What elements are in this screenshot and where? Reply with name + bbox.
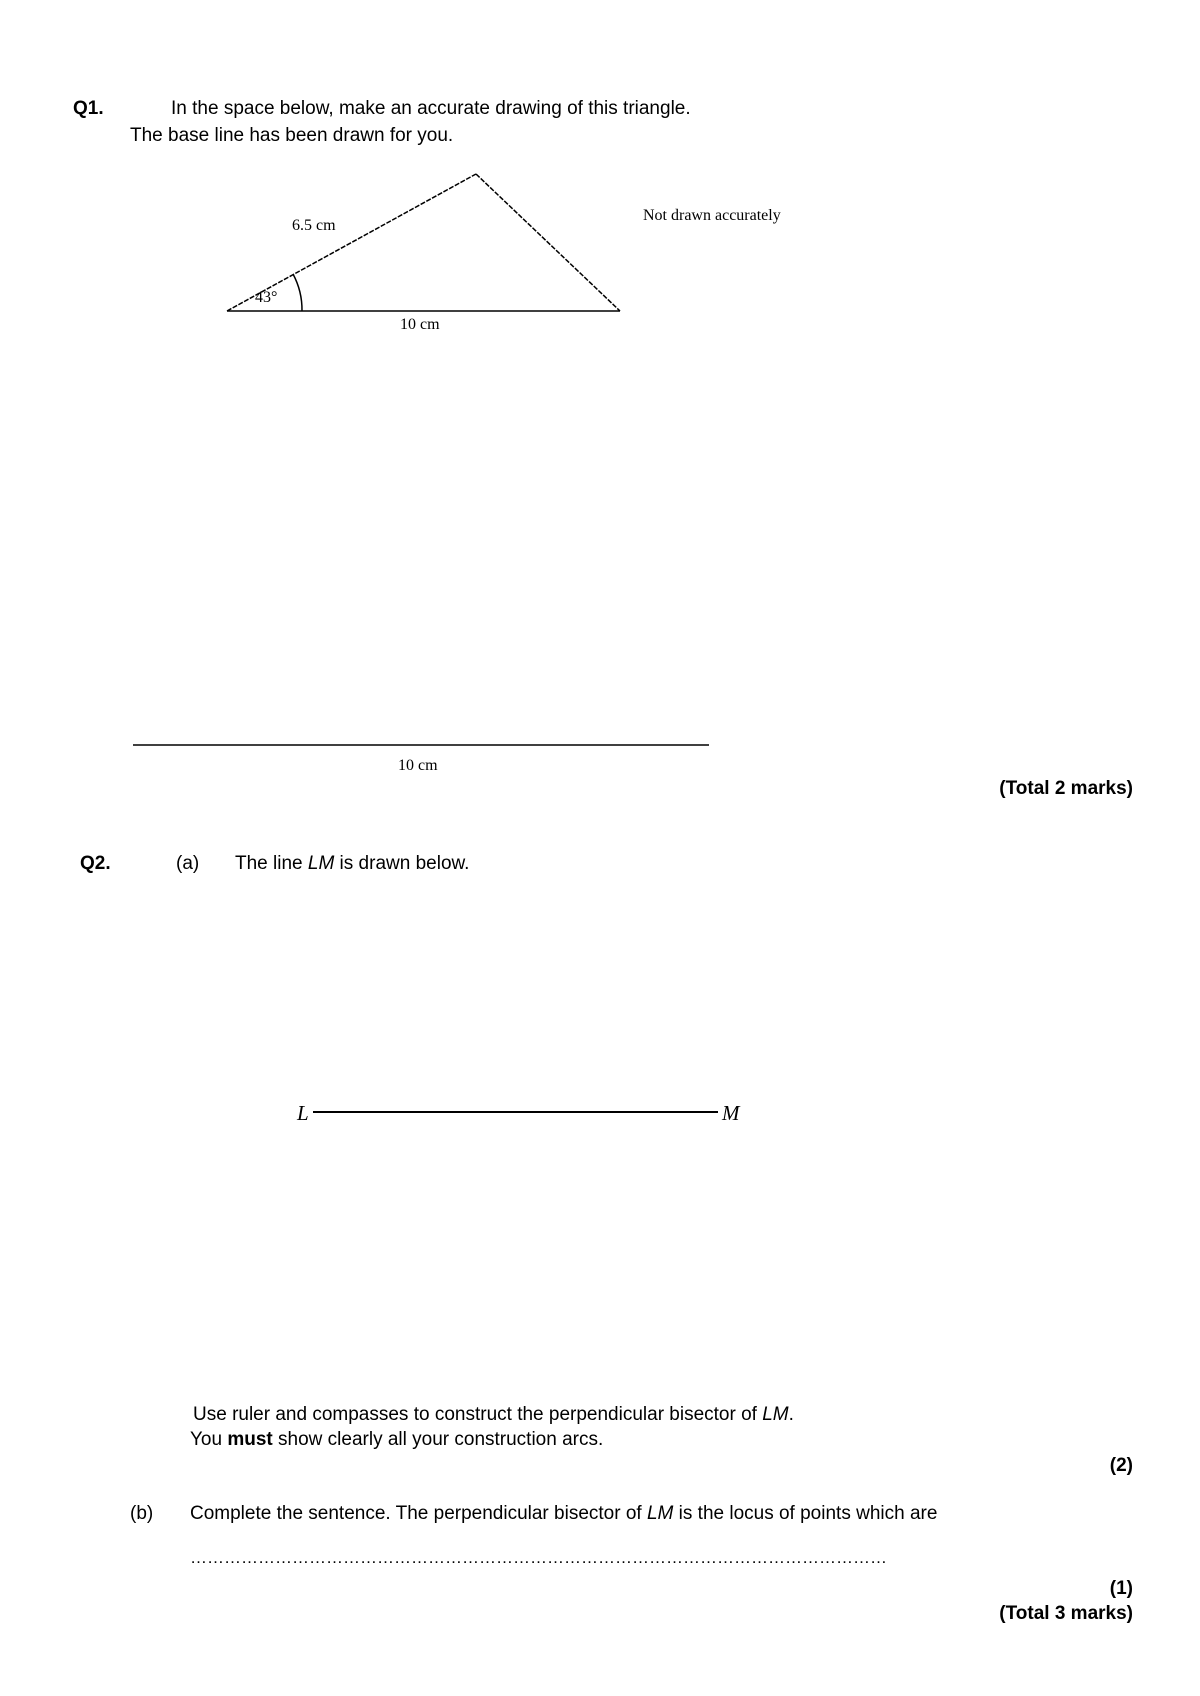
angle-arc <box>293 274 302 311</box>
triangle-diagram <box>0 0 1200 400</box>
triangle-side-right <box>476 174 620 311</box>
q2-part-a-instruction2: You must show clearly all your construction arcs. <box>190 1429 604 1450</box>
not-drawn-accurately-note: Not drawn accurately <box>643 207 781 224</box>
baseline-svg <box>0 740 1200 750</box>
q1-instruction-line2: The base line has been drawn for you. <box>130 125 454 146</box>
q2-total-marks: (Total 3 marks) <box>999 1603 1133 1624</box>
lm-line-svg <box>0 1107 1200 1117</box>
q2-part-b-answer-line[interactable]: …………………………………………………………………………………………………………… <box>190 1548 887 1567</box>
q1-total-marks: (Total 2 marks) <box>999 778 1133 799</box>
q2-part-a-text: The line LM is drawn below. <box>235 853 470 874</box>
q2-part-a-label: (a) <box>176 853 200 874</box>
q2-part-b-label: (b) <box>130 1503 154 1524</box>
q2-part-b-text: Complete the sentence. The perpendicular bisector of LM is the locus of points which are <box>190 1503 938 1524</box>
baseline-label: 10 cm <box>398 757 438 774</box>
point-m-label: M <box>722 1101 740 1125</box>
triangle-base-label: 10 cm <box>400 316 440 333</box>
point-l-label: L <box>297 1101 309 1125</box>
q1-instruction-line1: In the space below, make an accurate drawing of this triangle. <box>171 98 691 119</box>
q2-part-a-instruction1: Use ruler and compasses to construct the perpendicular bisector of LM. <box>193 1404 794 1425</box>
triangle-angle-label: 43° <box>255 289 278 306</box>
q2-number: Q2. <box>80 853 111 874</box>
q2-part-b-marks: (1) <box>1109 1578 1133 1599</box>
q1-number: Q1. <box>73 98 104 119</box>
q2-part-a-marks: (2) <box>1109 1455 1133 1476</box>
triangle-side-label: 6.5 cm <box>292 217 336 234</box>
